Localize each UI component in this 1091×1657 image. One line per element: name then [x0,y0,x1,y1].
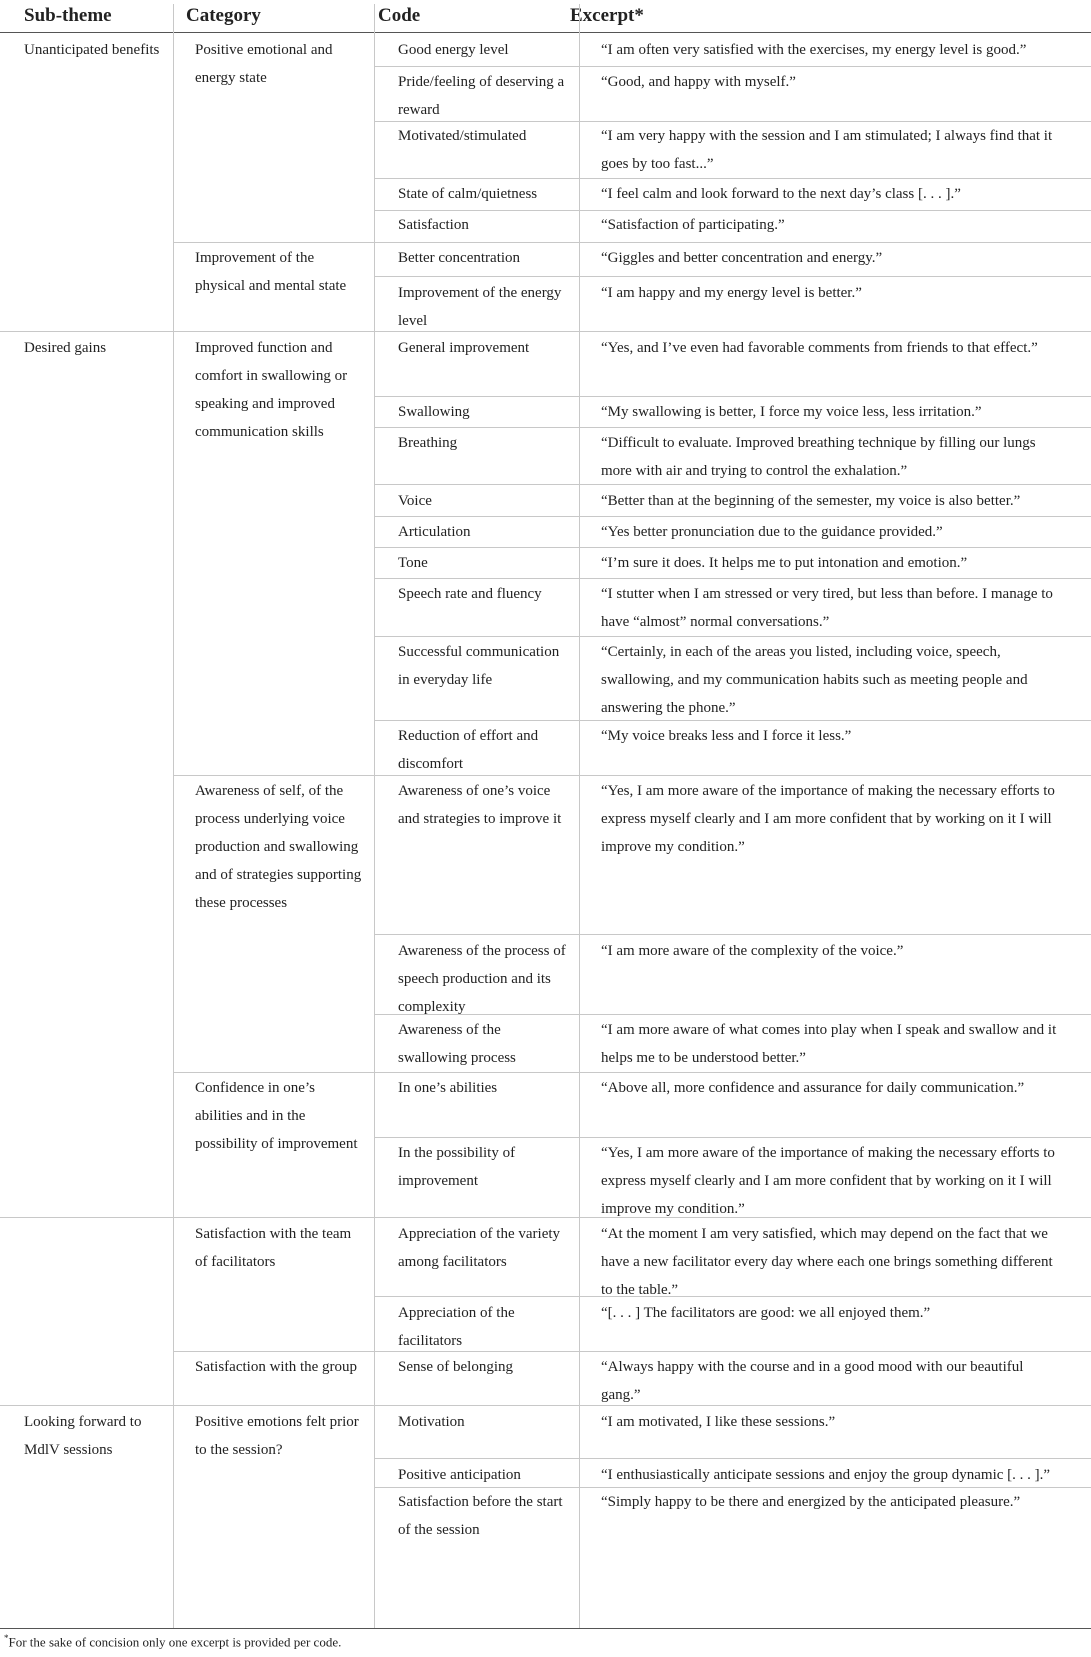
row-divider [375,427,1091,428]
excerpt-cell: “At the moment I am very satisfied, which may depend on the fact that we have a new facilitator every day where each one brings something different to the table.” [601,1226,1053,1298]
code-cell: General improvement [398,340,530,356]
header-subtheme: Sub-theme [24,5,112,26]
table-bottom-rule [0,1628,1091,1629]
excerpt-cell: “Certainly, in each of the areas you listed, including voice, speech, swallowing, and my communication habits such as meeting people and answering the phone.” [601,644,1028,716]
row-divider [375,934,1091,935]
category-cell: Improved function and comfort in swallowing or speaking and improved communication skills [195,340,348,440]
excerpt-cell: “I feel calm and look forward to the next day’s class [. . . ].” [601,186,961,202]
excerpt-cell: “Difficult to evaluate. Improved breathing technique by filling our lungs more with air and trying to control the exhalation.” [601,435,1036,479]
table-header [0,0,1091,32]
excerpt-cell: “I am happy and my energy level is better.” [601,285,862,301]
header-rule [0,32,1091,33]
code-cell: Breathing [398,435,458,451]
code-cell: Sense of belonging [398,1359,513,1375]
code-cell: Successful communication in everyday life [398,644,560,688]
row-divider [375,1458,1091,1459]
row-divider [174,1351,1091,1352]
row-divider [375,516,1091,517]
row-divider [174,1072,1091,1073]
code-cell: Swallowing [398,404,470,420]
code-cell: In the possibility of improvement [398,1145,516,1189]
excerpt-cell: “I am very happy with the session and I am stimulated; I always find that it goes by too fast...” [601,128,1053,172]
row-divider [375,396,1091,397]
column-divider [579,4,580,1628]
code-cell: Pride/feeling of deserving a reward [398,74,565,118]
excerpt-cell: “[. . . ] The facilitators are good: we all enjoyed them.” [601,1305,931,1321]
code-cell: Tone [398,555,428,571]
excerpt-cell: “Yes better pronunciation due to the guidance provided.” [601,524,943,540]
excerpt-cell: “My voice breaks less and I force it less.” [601,728,852,744]
excerpt-cell: “Satisfaction of participating.” [601,217,785,233]
excerpt-cell: “Always happy with the course and in a good mood with our beautiful gang.” [601,1359,1024,1403]
footnote-text: For the sake of concision only one excerpt is provided per code. [8,1634,342,1650]
subtheme-cell: Looking forward to MdlV sessions [24,1414,142,1458]
excerpt-cell: “I am more aware of the complexity of the voice.” [601,943,904,959]
row-divider [375,276,1091,277]
excerpt-cell: “Good, and happy with myself.” [601,74,796,90]
category-cell: Confidence in one’s abilities and in the possibility of improvement [195,1080,358,1152]
table-footnote [4,1633,341,1650]
header-excerpt: Excerpt* [570,5,644,26]
excerpt-cell: “I am motivated, I like these sessions.” [601,1414,836,1430]
category-cell: Awareness of self, of the process underlying voice production and swallowing and of strategies supporting these processes [195,783,362,911]
row-divider [375,547,1091,548]
code-cell: Awareness of the swallowing process [398,1022,516,1066]
column-divider [374,4,375,1628]
row-divider [375,1137,1091,1138]
code-cell: Satisfaction [398,217,469,233]
footnote-marker: * [4,1633,9,1643]
category-cell: Positive emotions felt prior to the session? [195,1414,359,1458]
excerpt-cell: “I’m sure it does. It helps me to put intonation and emotion.” [601,555,968,571]
row-divider [174,775,1091,776]
code-cell: Awareness of the process of speech production and its complexity [398,943,566,1015]
excerpt-cell: “Yes, and I’ve even had favorable comments from friends to that effect.” [601,340,1038,356]
excerpt-cell: “I enthusiastically anticipate sessions and enjoy the group dynamic [. . . ].” [601,1467,1051,1483]
row-divider [375,578,1091,579]
code-cell: Better concentration [398,250,521,266]
header-code: Code [378,5,421,26]
code-cell: Motivated/stimulated [398,128,527,144]
category-cell: Positive emotional and energy state [195,42,333,86]
excerpt-cell: “Better than at the beginning of the semester, my voice is also better.” [601,493,1021,509]
row-divider [375,636,1091,637]
excerpt-cell: “Above all, more confidence and assurance for daily communication.” [601,1080,1025,1096]
row-divider [174,242,1091,243]
excerpt-cell: “Yes, I am more aware of the importance of making the necessary efforts to express myself clearly and I am more confident that by working on it I will improve my condition.” [601,783,1055,855]
excerpt-cell: “I am often very satisfied with the exercises, my energy level is good.” [601,42,1027,58]
code-cell: Good energy level [398,42,509,58]
code-cell: Speech rate and fluency [398,586,542,602]
header-category: Category [186,5,261,26]
excerpt-cell: “I stutter when I am stressed or very tired, but less than before. I manage to have “almost” normal conversations.” [601,586,1053,630]
excerpt-cell: “Yes, I am more aware of the importance of making the necessary efforts to express myself clearly and I am more confident that by working on it I will improve my condition.” [601,1145,1055,1217]
code-cell: Reduction of effort and discomfort [398,728,539,772]
row-divider [375,178,1091,179]
category-cell: Improvement of the physical and mental state [195,250,347,294]
code-cell: Improvement of the energy level [398,285,562,329]
category-cell: Satisfaction with the team of facilitators [195,1226,352,1270]
code-cell: Positive anticipation [398,1467,521,1483]
excerpt-cell: “I am more aware of what comes into play when I speak and swallow and it helps me to be understood better.” [601,1022,1057,1066]
code-cell: Awareness of one’s voice and strategies to improve it [398,783,562,827]
category-cell: Satisfaction with the group [195,1359,358,1375]
code-cell: In one’s abilities [398,1080,498,1096]
excerpt-cell: “My swallowing is better, I force my voice less, less irritation.” [601,404,982,420]
column-divider [173,4,174,1628]
code-cell: Appreciation of the variety among facilitators [398,1226,561,1270]
excerpt-cell: “Giggles and better concentration and energy.” [601,250,883,266]
code-cell: Satisfaction before the start of the session [398,1494,563,1538]
code-cell: Motivation [398,1414,465,1430]
excerpt-cell: “Simply happy to be there and energized by the anticipated pleasure.” [601,1494,1021,1510]
code-cell: Appreciation of the facilitators [398,1305,515,1349]
code-cell: State of calm/quietness [398,186,538,202]
subtheme-cell: Unanticipated benefits [24,42,160,58]
row-divider [375,66,1091,67]
code-cell: Articulation [398,524,471,540]
subtheme-cell: Desired gains [24,340,107,356]
code-cell: Voice [398,493,432,509]
